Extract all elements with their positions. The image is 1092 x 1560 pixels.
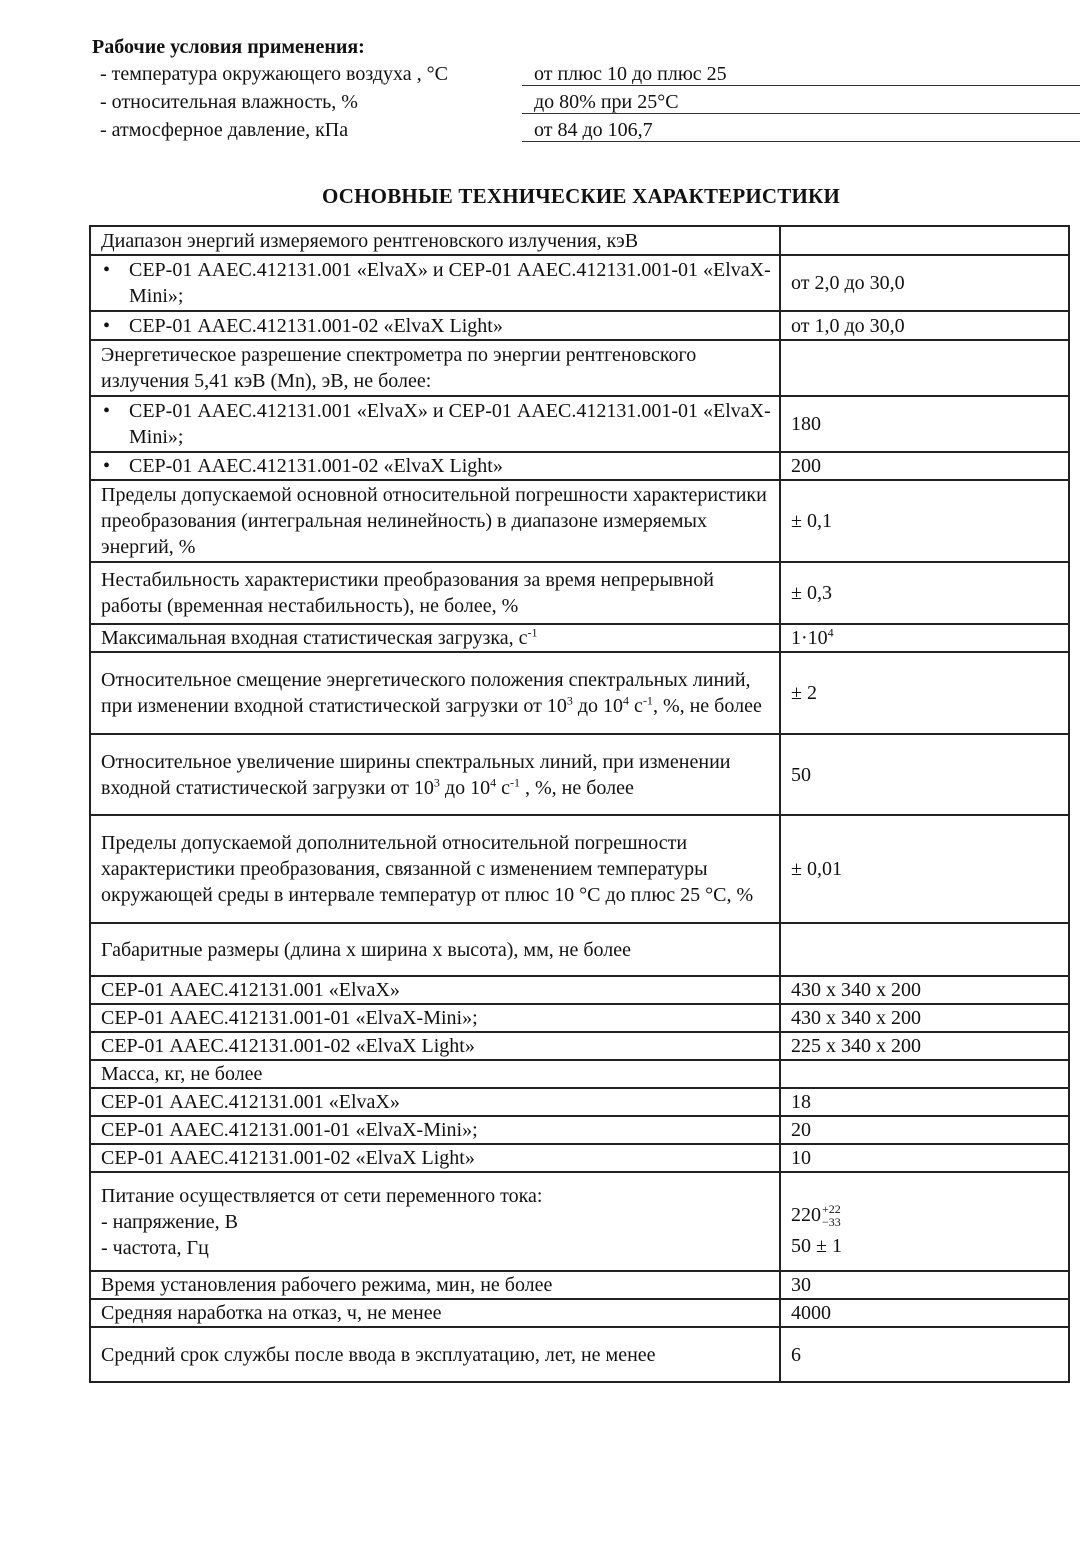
spec-value: ± 2 [780,652,1069,734]
spec-value: 4000 [780,1299,1069,1327]
tolerance-minus: −33 [822,1215,841,1230]
condition-label: - температура окружающего воздуха , °С [100,63,449,85]
table-row [90,976,1069,1004]
table-row [90,340,1069,396]
bullet-item: • СЕР-01 ААЕС.412131.001 «ElvaX» и СЕР-01 ААЕС.412131.001-01 «ElvaX-Mini»; [101,398,771,450]
table-row [90,1116,1069,1144]
bullet-item: • СЕР-01 ААЕС.412131.001 «ElvaX» и СЕР-01 ААЕС.412131.001-01 «ElvaX-Mini»; [101,257,771,309]
voltage-base: 220 [791,1203,821,1226]
label-text: , %, не более [652,695,762,717]
spec-value [780,226,1069,255]
table-row [90,480,1069,562]
table-row [90,1271,1069,1299]
table-row [90,923,1069,976]
superscript: 3 [566,693,573,708]
spec-value: 180 [780,396,1069,452]
spec-value: ± 0,01 [780,815,1069,923]
superscript: 4 [623,693,630,708]
label-text: , %, не более [519,776,634,799]
bullet-item: • СЕР-01 ААЕС.412131.001-02 «ElvaX Light» [101,453,771,479]
condition-pressure [92,116,1082,144]
table-row [90,734,1069,815]
spec-label [90,1172,780,1271]
spec-value [780,923,1069,976]
tolerance [822,1203,841,1229]
condition-label: - относительная влажность, % [100,91,358,113]
table-row [90,1088,1069,1116]
spec-value: 10 [780,1144,1069,1172]
table-row [90,652,1069,734]
spec-label: Средний срок службы после ввода в эксплуатацию, лет, не менее [90,1327,780,1382]
table-row [90,624,1069,652]
spec-label [90,734,780,815]
spec-label: Масса, кг, не более [90,1060,780,1088]
spec-label [90,624,780,652]
condition-value: до 80% при 25°С [522,88,1080,114]
spec-value [780,624,1069,652]
spec-label: Нестабильность характеристики преобразования за время непрерывной работы (временная нестабильность), не более, % [90,562,780,624]
table-row [90,1060,1069,1088]
voltage-label: - напряжение, В [101,1210,238,1233]
spec-value [780,340,1069,396]
table-row [90,396,1069,452]
power-label: Питание осуществляется от сети переменного тока: [101,1184,543,1207]
superscript: -1 [509,774,520,789]
spec-value: 430 x 340 x 200 [780,1004,1069,1032]
table-row [90,1172,1069,1271]
spec-label: Время установления рабочего режима, мин, не более [90,1271,780,1299]
spec-label [90,311,780,340]
table-row [90,562,1069,624]
spec-label: Средняя наработка на отказ, ч, не менее [90,1299,780,1327]
table-row [90,226,1069,255]
condition-temperature [92,60,1082,88]
table-row [90,452,1069,480]
value-text: 1·10 [791,627,828,649]
label-text: с [496,776,510,799]
table-row [90,1327,1069,1382]
table-row [90,1032,1069,1060]
condition-value: от плюс 10 до плюс 25 [522,60,1080,86]
label-text: до 10 [439,776,491,799]
frequency-label: - частота, Гц [101,1236,209,1259]
condition-value: от 84 до 106,7 [522,116,1080,142]
table-row [90,815,1069,923]
spec-value: 30 [780,1271,1069,1299]
bullet-item: • СЕР-01 ААЕС.412131.001-02 «ElvaX Light» [101,313,771,339]
condition-label: - атмосферное давление, кПа [100,119,349,141]
spec-value: 430 x 340 x 200 [780,976,1069,1004]
section-title: ОСНОВНЫЕ ТЕХНИЧЕСКИЕ ХАРАКТЕРИСТИКИ [321,184,840,208]
superscript: 3 [433,774,440,789]
spec-label [90,396,780,452]
label-text: с [629,695,643,717]
spec-value: 20 [780,1116,1069,1144]
spec-label [90,452,780,480]
frequency-value: 50 ± 1 [791,1235,842,1258]
spec-label: Энергетическое разрешение спектрометра по энергии рентгеновского излучения 5,41 кэВ (Mn), эВ, не более: [90,340,780,396]
spec-value: от 1,0 до 30,0 [780,311,1069,340]
label-text: Относительное смещение энергетического положения спектральных линий, при изменении входной статистической загрузки от 10 [101,669,751,717]
label-text: до 10 [572,695,624,717]
spec-label: СЕР-01 ААЕС.412131.001-01 «ElvaX-Mini»; [90,1116,780,1144]
spec-value: от 2,0 до 30,0 [780,255,1069,311]
spec-value: 225 x 340 x 200 [780,1032,1069,1060]
table-row [90,1004,1069,1032]
superscript: -1 [527,625,538,640]
spec-label: СЕР-01 ААЕС.412131.001-01 «ElvaX-Mini»; [90,1004,780,1032]
table-row [90,255,1069,311]
table-row [90,1144,1069,1172]
spec-label: Пределы допускаемой дополнительной относительной погрешности характеристики преобразования, связанной с изменением температуры окружающей среды в интервале температур от плюс 10 °С до плюс 25 °С, % [90,815,780,923]
power-values [791,1184,1060,1259]
superscript: 4 [490,774,497,789]
spec-value [780,1172,1069,1271]
condition-humidity [92,88,1082,116]
spec-label: Пределы допускаемой основной относительной погрешности характеристики преобразования (интегральная нелинейность) в диапазоне измеряемых энергий, % [90,480,780,562]
spec-label [90,652,780,734]
superscript: -1 [642,693,653,708]
spec-value: ± 0,3 [780,562,1069,624]
conditions-title: Рабочие условия применения: [92,36,365,58]
spec-value: 50 [780,734,1069,815]
spec-value: 200 [780,452,1069,480]
specifications-table [89,225,1070,1383]
spec-label: Габаритные размеры (длина х ширина х высота), мм, не более [90,923,780,976]
table-row [90,311,1069,340]
spec-label: СЕР-01 ААЕС.412131.001-02 «ElvaX Light» [90,1144,780,1172]
spec-label: СЕР-01 ААЕС.412131.001 «ElvaX» [90,976,780,1004]
spec-value [780,1060,1069,1088]
voltage-value [791,1202,1060,1229]
spec-value: 18 [780,1088,1069,1116]
spec-label [90,255,780,311]
label-text: Максимальная входная статистическая загрузка, с [101,627,528,649]
spec-label: СЕР-01 ААЕС.412131.001 «ElvaX» [90,1088,780,1116]
spec-value: 6 [780,1327,1069,1382]
tolerance-plus: +22 [822,1202,841,1217]
superscript: 4 [827,625,834,640]
spec-label: Диапазон энергий измеряемого рентгеновского излучения, кэВ [90,226,780,255]
table-row [90,1299,1069,1327]
spec-label: СЕР-01 ААЕС.412131.001-02 «ElvaX Light» [90,1032,780,1060]
label-text: Относительное увеличение ширины спектральных линий, при изменении входной статистической загрузки от 10 [101,750,731,799]
spec-value: ± 0,1 [780,480,1069,562]
operating-conditions [92,34,1082,144]
